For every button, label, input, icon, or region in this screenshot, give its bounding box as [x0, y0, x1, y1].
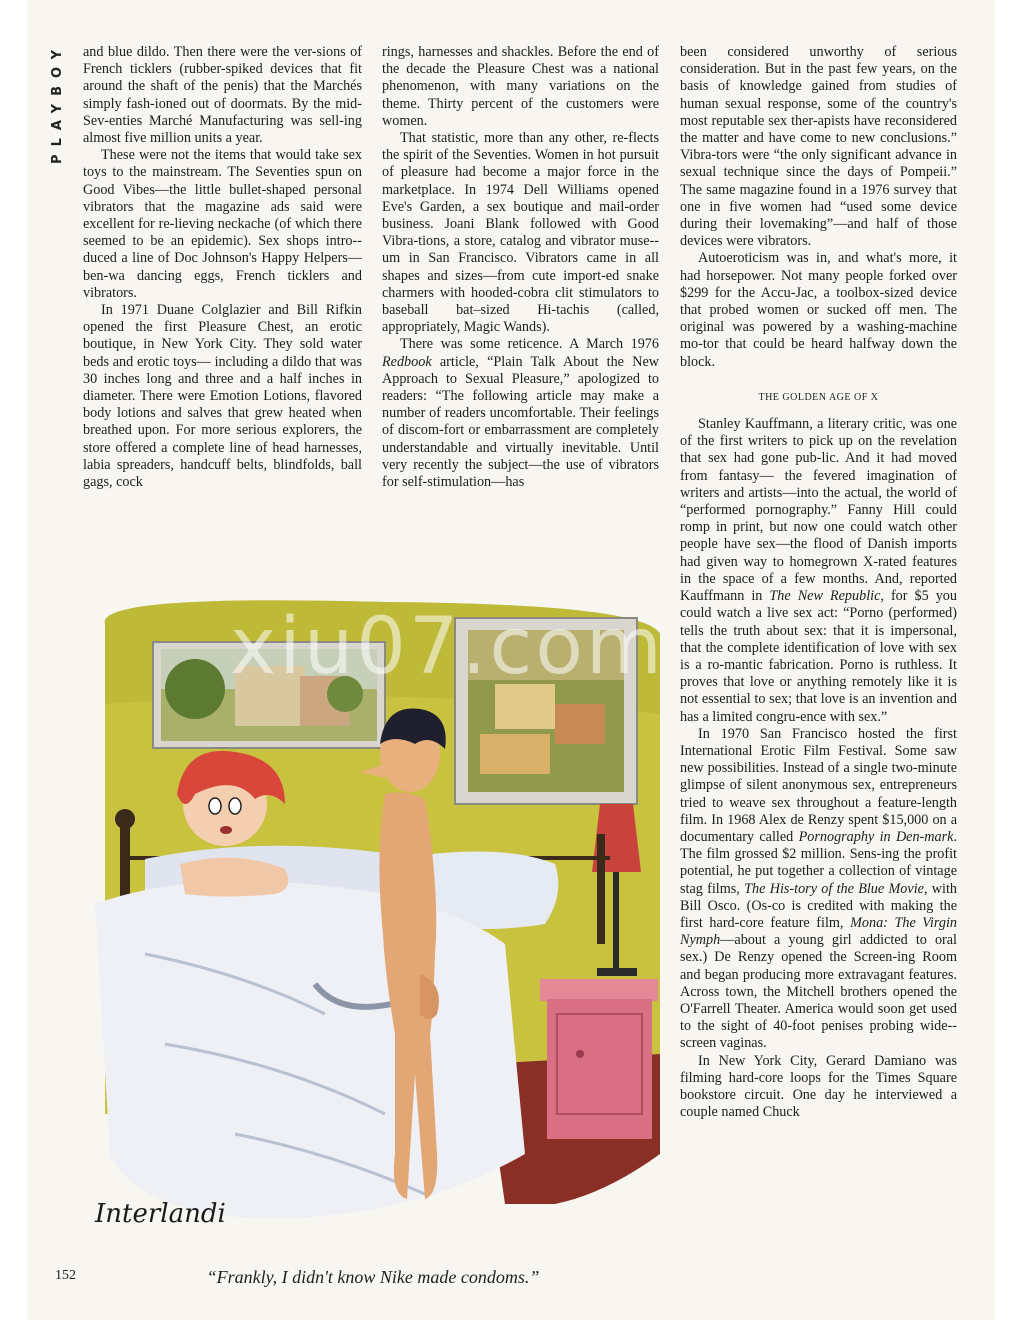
text-run: In 1970 San Francisco hosted the first International Erotic Film Festival. Some saw new possibilities. Instead of a single two-minute glimpse of silent anonymous sex, entrepreneurs tried to weave sex throughout a feature-length film. In 1968 Alex de Renzy spent $15,000 on a documentary called	[680, 725, 957, 845]
section-heading: THE GOLDEN AGE OF X	[758, 391, 879, 403]
text-column-1	[83, 44, 362, 491]
text-run: . The film grossed $2 million. Sens-ing the profit potential, he put together a collection of vintage stag films,	[680, 828, 958, 897]
magazine-name: PLAYBOY	[50, 42, 65, 164]
text-column-3	[680, 44, 957, 1121]
paragraph: rings, harnesses and shackles. Before the end of the decade the Pleasure Chest was a national phenomenon, with many variations on the theme. Thirty percent of the customers were women.	[382, 44, 659, 129]
paragraph	[680, 726, 957, 1053]
paragraph: In New York City, Gerard Damiano was filming hard-core loops for the Times Square bookstore circuit. One day he interviewed a couple named Chuck	[680, 1052, 957, 1121]
text-run: —about a young girl addicted to oral sex.) De Renzy opened the Screen-ing Room and began producing more extravagant features. Across town, the Mitchell brothers opened the O'Farrell Theater. America would soon get used to the sight of 40-foot penises probing wide-screen vaginas.	[680, 932, 957, 1052]
text-run: There was some reticence. A March 1976	[400, 336, 659, 353]
paragraph: In 1971 Duane Colglazier and Bill Rifkin opened the first Pleasure Chest, an erotic boutique, in New York City. They sold water beds and erotic toys— including a dildo that was 30 inches long and three and a half inches in diameter. There were Emotion Lotions, flavored body lotions and salves that grew heated when breathed upon. For more serious explorers, the store offered a complete line of head harnesses, labia spreaders, handcuff belts, blindfolds, ball gags, cock	[83, 302, 362, 491]
cartoon-illustration	[85, 594, 665, 1234]
film-title: The His-tory of the Blue Movie	[744, 880, 924, 897]
text-run: , with Bill Osco. (Os-co is credited with making the first hard-core feature film,	[680, 880, 957, 931]
page-number: 152	[55, 1268, 76, 1283]
paragraph	[680, 416, 957, 726]
wall-painting-right	[455, 618, 637, 804]
paragraph: been considered unworthy of serious consideration. But in the past few years, on the basis of knowledge gained from studies of human sexual response, some of the country's most reputable sex ther-apists have reconsidered the matter and have come to new conclusions.” Vibra-tors were “the only significant advance in sexual technique since the days of Pompeii.” The same magazine found in a 1976 survey that one in five women had “used some device during their lovemaking”—and half of those devices were vibrators.	[680, 44, 957, 250]
bed-sheet	[95, 881, 525, 1218]
film-title: Pornography in Den-mark	[798, 828, 954, 845]
film-title: Mona: The Virgin Nymph	[680, 914, 957, 949]
watermark: xiu07.com	[230, 602, 665, 692]
text-run: , for $5 you could watch a live sex act: “Porno (performed) tells the truth about sex: that it is impersonal, that the complete identification of love with sex is a ro-mantic fabrication. Porno is ruthless. It proves that love or anything remotely like it is not essential to sex; that love is an invention and has a limited congru-ence with sex.”	[680, 588, 957, 725]
text-run: article, “Plain Talk About the New Approach to Sexual Pleasure,” apologized to readers: “The following article may make a number of readers uncomfortable. Their feelings of discom-fort or embarrassment are completely understandable and virtually inevitable. Until very recently the subject—the use of vibrators for self-stimulation—has	[382, 353, 659, 491]
paragraph: and blue dildo. Then there were the ver-sions of French ticklers (rubber-spiked devices that fit around the shaft of the penis) that the Marchés simply fash-ioned out of doormats. By the mid-Sev-enties Marché Manufacturing was sell-ing almost five million units a year.	[83, 44, 362, 147]
publication-title: The New Republic	[769, 588, 881, 605]
paragraph: Autoeroticism was in, and what's more, it had horsepower. Not many people forked over $299 for the Accu-Jac, a toolbox-sized device that probed women or sucked off men. The original was powered by a washing-machine mo-tor that could be heard halfway down the block.	[680, 250, 957, 370]
cartoon-caption: “Frankly, I didn't know Nike made condoms.”	[206, 1267, 540, 1287]
paragraph: These were not the items that would take sex toys to the mainstream. The Seventies spun on Good Vibes—the little bullet-shaped personal vibrators that the magazine ads said were excellent for re-lieving neckache (of which there seemed to be an epidemic). Sex shops intro-duced a line of Doc Johnson's Happy Helpers—ben-wa dancing eggs, French ticklers and vibrators.	[83, 147, 362, 301]
text-column-2	[382, 44, 659, 491]
nightstand	[540, 979, 658, 1139]
wall-painting-left	[153, 642, 385, 748]
artist-signature: Interlandi	[95, 1199, 226, 1229]
text-run: Stanley Kauffmann, a literary critic, was one of the first writers to pick up on the revelation that sex had gone pub-lic. And it had moved from fantasy— the fevered imagination of writers and artists—into the actual, the world of “performed pornography.” Fanny Hill could romp in print, but now one could watch other people have sex—the flood of Danish imports had given way to homegrown X-rated features in the space of a few months. And, reported Kauffmann in	[680, 416, 957, 605]
publication-title: Redbook	[382, 353, 432, 370]
paragraph	[382, 336, 659, 491]
paragraph: That statistic, more than any other, re-flects the spirit of the Seventies. Women in hot pursuit of pleasure had become a major force in the marketplace. In 1974 Dell Williams opened Eve's Garden, a sex boutique and mail-order business. Joani Blank followed with Good Vibra-tions, a store, catalog and vibrator muse-um in San Francisco. Vibrators came in all shapes and sizes—from cute import-ed snake charmers with hooded-cobra clit stimulators to baseball bat–sized Hi-tachis (called, appropriately, Magic Wands).	[382, 130, 659, 336]
